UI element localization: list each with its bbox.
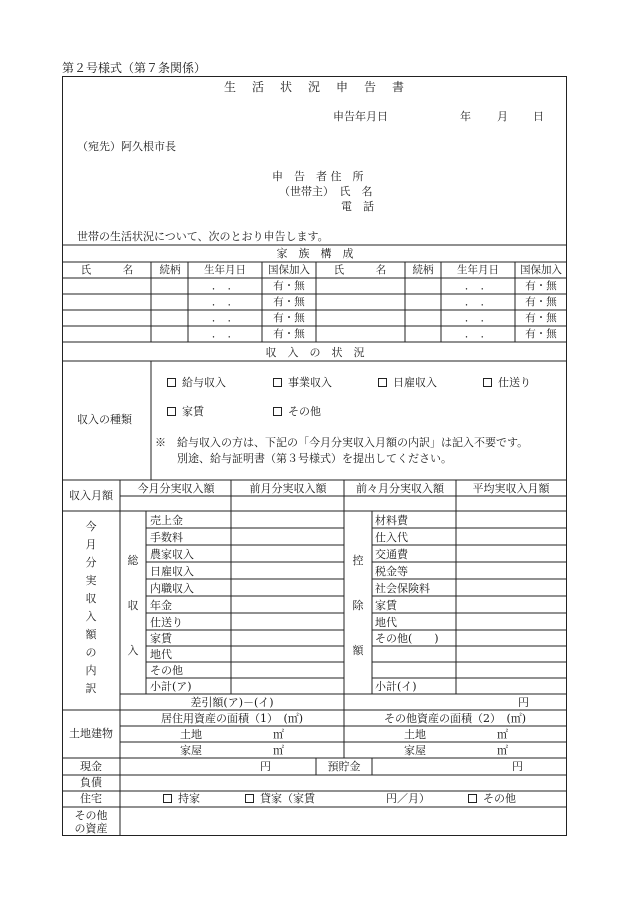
- deduction-label-char: 控: [352, 554, 364, 567]
- sqm-unit: ㎡: [497, 744, 508, 757]
- family-col-relation-2: 続柄: [412, 264, 434, 276]
- gross-item: 内職収入: [150, 582, 194, 595]
- checkbox-other[interactable]: その他: [273, 406, 321, 417]
- gross-label-char: 収: [127, 599, 139, 612]
- residential-area-header: 居住用資産の面積（1） (㎡): [160, 712, 304, 725]
- date-year-label: 年: [460, 110, 471, 123]
- family-col-relation: 続柄: [159, 264, 181, 276]
- breakdown-label-char: 収: [85, 592, 97, 605]
- deduction-item: 社会保険料: [375, 582, 430, 595]
- checkbox-icon: [167, 378, 176, 387]
- net-yen-unit: 円: [518, 696, 529, 709]
- deduction-label-char: 額: [352, 644, 364, 657]
- checkbox-rented-house[interactable]: 貸家（家賃: [245, 793, 315, 804]
- gross-item: 農家収入: [150, 548, 194, 561]
- family-birth-field[interactable]: ． ．: [211, 312, 239, 324]
- applicant-name-label: （世帯主） 氏 名: [279, 185, 373, 198]
- checkbox-icon: [273, 407, 282, 416]
- monthly-col-current: 今月分実収入額: [137, 482, 215, 495]
- family-insurance-field[interactable]: 有・無: [273, 280, 305, 292]
- income-header: 収 入 の 状 況: [265, 346, 365, 359]
- deposit-label: 預貯金: [327, 760, 361, 773]
- checkbox-allowance[interactable]: 仕送り: [483, 377, 531, 388]
- monthly-col-before-previous: 前々月分実収入額: [356, 482, 444, 495]
- breakdown-label-char: 訳: [85, 682, 97, 695]
- other-area-header: その他資産の面積（2） (㎡): [383, 712, 527, 725]
- breakdown-label-char: 今: [85, 520, 97, 533]
- family-insurance-field[interactable]: 有・無: [525, 296, 557, 308]
- cash-yen-unit: 円: [260, 760, 271, 773]
- family-insurance-field[interactable]: 有・無: [273, 328, 305, 340]
- income-note-2: 別途、給与証明書（第３号様式）を提出してください。: [177, 452, 452, 465]
- deduction-item: 家賃: [375, 599, 397, 612]
- addressee: （宛先）阿久根市長: [77, 140, 176, 153]
- date-label: 申告年月日: [333, 110, 388, 123]
- deduction-item: 交通費: [375, 548, 408, 561]
- applicant-address-label: 申 告 者 住 所: [272, 170, 364, 183]
- checkbox-icon: [273, 378, 282, 387]
- other-assets-label: の資産: [74, 822, 108, 835]
- date-month-label: 月: [497, 110, 508, 123]
- other-house-label: 家屋: [404, 744, 426, 757]
- monthly-col-previous: 前月分実収入額: [249, 482, 327, 495]
- family-col-name-2: 氏 名: [333, 264, 387, 276]
- family-insurance-field[interactable]: 有・無: [525, 312, 557, 324]
- family-birth-field[interactable]: ． ．: [464, 296, 492, 308]
- gross-item: 手数料: [150, 531, 183, 544]
- breakdown-label-char: 実: [85, 574, 97, 587]
- family-col-birth-2: 生年月日: [457, 264, 499, 276]
- sqm-unit: ㎡: [273, 728, 284, 741]
- family-insurance-field[interactable]: 有・無: [273, 296, 305, 308]
- checkbox-business[interactable]: 事業収入: [273, 377, 332, 388]
- residential-land-label: 土地: [180, 728, 202, 741]
- gross-item: その他: [150, 664, 183, 677]
- checkbox-salary[interactable]: 給与収入: [167, 377, 226, 388]
- other-land-label: 土地: [404, 728, 426, 741]
- cash-label: 現金: [80, 760, 102, 773]
- form-title: 生 活 状 況 申 告 書: [223, 80, 407, 94]
- family-insurance-field[interactable]: 有・無: [525, 328, 557, 340]
- breakdown-label-char: 入: [85, 610, 97, 623]
- breakdown-label-char: 額: [85, 628, 97, 641]
- income-note-1: ※ 給与収入の方は、下記の「今月分実収入月額の内訳」は記入不要です。: [155, 436, 529, 449]
- checkbox-own-house[interactable]: 持家: [163, 793, 200, 804]
- checkbox-icon: [483, 378, 492, 387]
- other-assets-label: その他: [74, 809, 108, 822]
- form-number: 第２号様式（第７条関係）: [62, 61, 207, 75]
- deduction-item: その他( ): [375, 632, 439, 645]
- gross-item: 仕送り: [150, 616, 183, 629]
- gross-item: 年金: [150, 599, 172, 612]
- family-birth-field[interactable]: ． ．: [211, 328, 239, 340]
- intro-text: 世帯の生活状況について、次のとおり申告します。: [77, 230, 329, 243]
- deduction-label-char: 除: [352, 599, 364, 612]
- checkbox-daily[interactable]: 日雇収入: [378, 377, 437, 388]
- deduction-item: 税金等: [375, 565, 408, 578]
- checkbox-icon: [468, 794, 477, 803]
- sqm-unit: ㎡: [497, 728, 508, 741]
- checkbox-icon: [245, 794, 254, 803]
- checkbox-other-housing[interactable]: その他: [468, 793, 516, 804]
- gross-item: 日雇収入: [150, 565, 194, 578]
- checkbox-icon: [378, 378, 387, 387]
- housing-label: 住宅: [80, 792, 102, 805]
- checkbox-icon: [163, 794, 172, 803]
- family-birth-field[interactable]: ． ．: [211, 296, 239, 308]
- residential-house-label: 家屋: [180, 744, 202, 757]
- family-birth-field[interactable]: ． ．: [211, 280, 239, 292]
- deduction-item: 材料費: [375, 514, 408, 527]
- family-col-birth: 生年月日: [204, 264, 246, 276]
- gross-label-char: 入: [127, 644, 139, 657]
- net-label: 差引額(ア)－(イ): [190, 696, 274, 709]
- monthly-col-average: 平均実収入月額: [472, 482, 550, 495]
- gross-item: 地代: [150, 648, 172, 661]
- breakdown-label-char: 内: [85, 664, 97, 677]
- family-birth-field[interactable]: ． ．: [464, 312, 492, 324]
- income-types-label: 収入の種類: [77, 413, 132, 426]
- deduction-item: 仕入代: [375, 531, 408, 544]
- checkbox-icon: [167, 407, 176, 416]
- family-birth-field[interactable]: ． ．: [464, 280, 492, 292]
- breakdown-label-char: 分: [85, 556, 97, 569]
- sqm-unit: ㎡: [273, 744, 284, 757]
- rent-unit: 円／月）: [386, 792, 430, 805]
- family-insurance-field[interactable]: 有・無: [525, 280, 557, 292]
- gross-label-char: 総: [127, 554, 139, 567]
- family-insurance-field[interactable]: 有・無: [273, 312, 305, 324]
- debt-label: 負債: [80, 776, 102, 789]
- deposit-yen-unit: 円: [512, 760, 523, 773]
- gross-item: 売上金: [150, 514, 183, 527]
- family-col-name: 氏 名: [80, 264, 134, 276]
- applicant-phone-label: 電 話: [341, 200, 374, 213]
- monthly-label: 収入月額: [69, 489, 113, 502]
- family-col-insurance: 国保加入: [268, 264, 310, 276]
- deduction-subtotal: 小計(イ): [375, 680, 417, 693]
- breakdown-label-char: の: [85, 646, 97, 659]
- family-birth-field[interactable]: ． ．: [464, 328, 492, 340]
- land-buildings-label: 土地建物: [69, 727, 113, 740]
- checkbox-rent[interactable]: 家賃: [167, 406, 204, 417]
- breakdown-label-char: 月: [85, 538, 97, 551]
- deduction-item: 地代: [375, 616, 397, 629]
- gross-subtotal: 小計(ア): [150, 680, 192, 693]
- family-col-insurance-2: 国保加入: [520, 264, 562, 276]
- gross-item: 家賃: [150, 632, 172, 645]
- family-header: 家 族 構 成: [276, 247, 354, 260]
- date-day-label: 日: [533, 110, 544, 123]
